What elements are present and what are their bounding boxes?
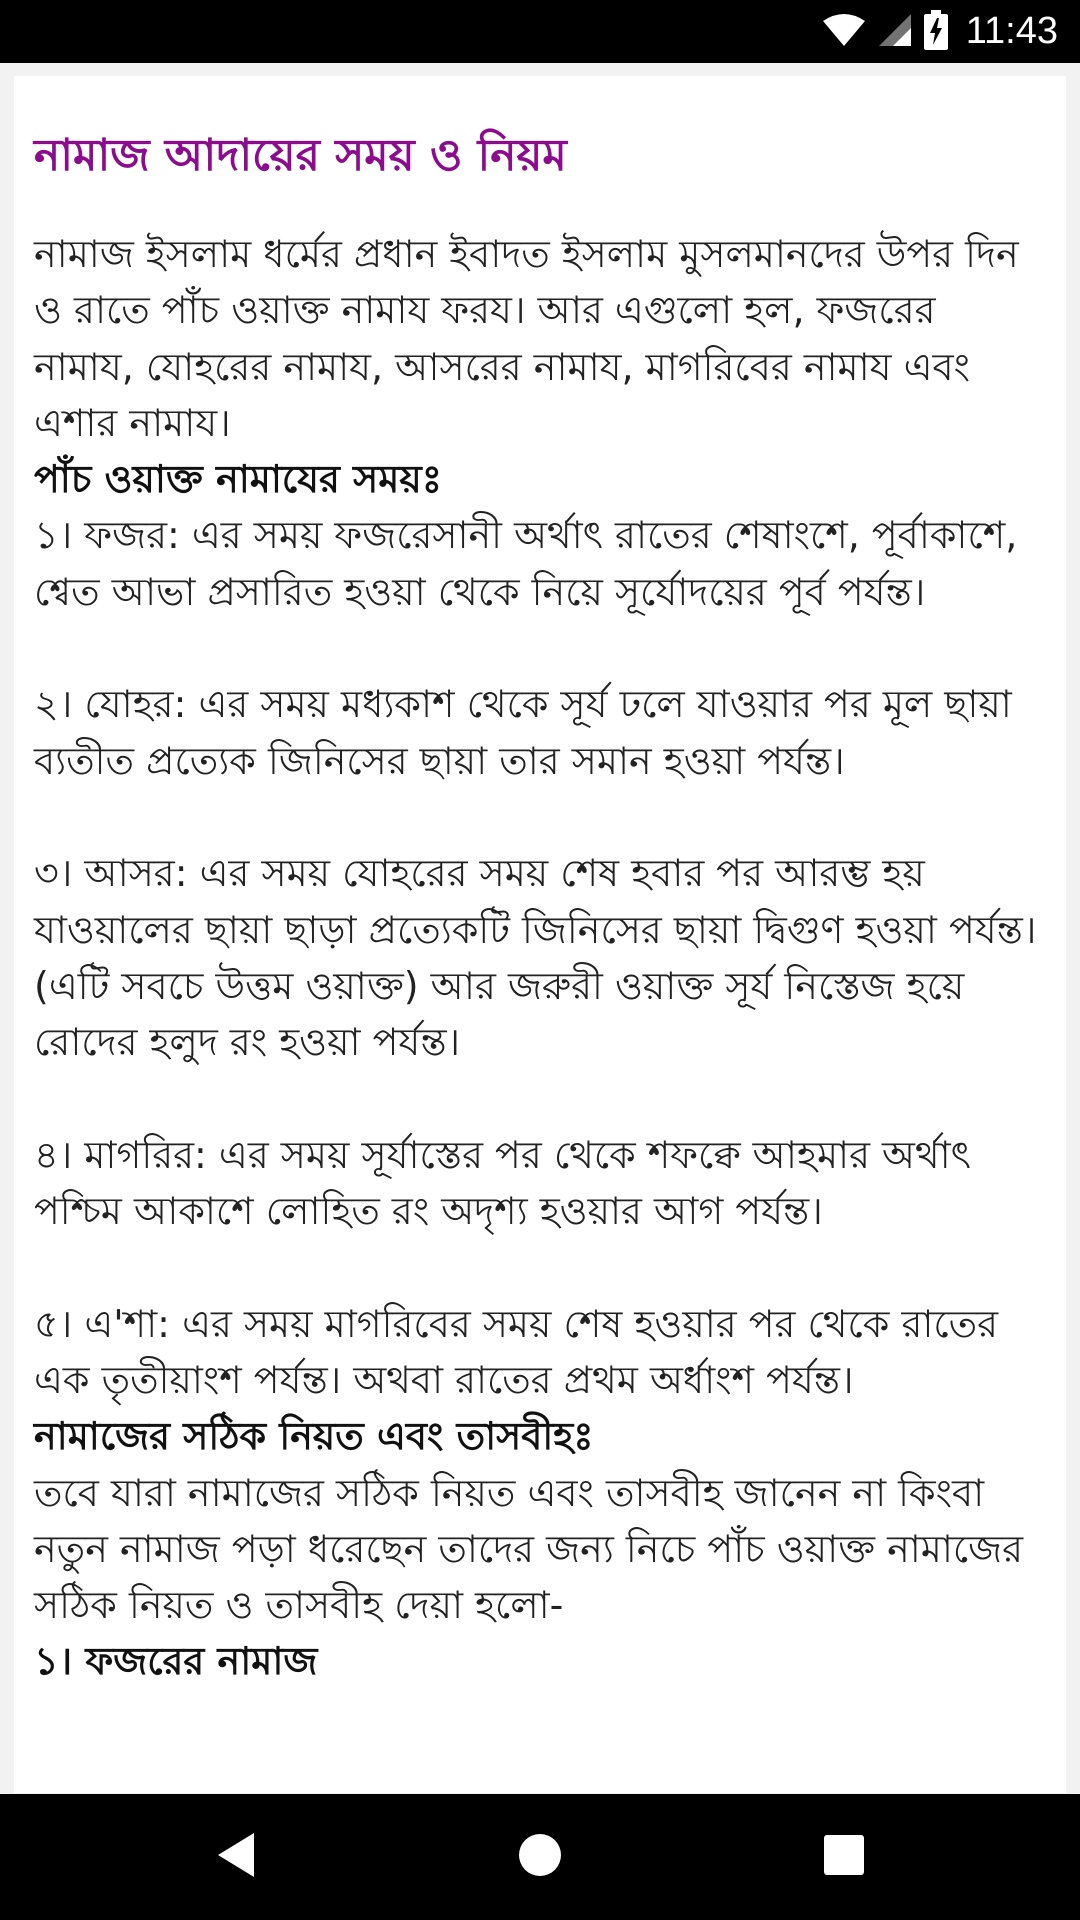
page-title: নামাজ আদায়ের সময় ও নিয়ম: [34, 130, 567, 181]
home-icon: [518, 1833, 562, 1881]
fajr-prayer-heading: ১। ফজরের নামাজ: [34, 1639, 318, 1684]
navigation-bar: [0, 1794, 1080, 1920]
times-heading: পাঁচ ওয়াক্ত নামাযের সময়ঃ: [34, 457, 443, 502]
article-card[interactable]: [14, 76, 1066, 1793]
intro-paragraph: নামাজ ইসলাম ধর্মের প্রধান ইবাদত ইসলাম মুসলমানদের উপর দিন ও রাতে পাঁচ ওয়াক্ত নামায ফরয। আর এগুলো হল, ফজরের নামায, যোহরের নামায, আসরের নামায, মাগরিবের নামায এবং এশার নামায।: [34, 232, 1019, 445]
battery-charging-icon: [924, 10, 948, 54]
asr-time: ৩। আসর: এর সময় যোহরের সময় শেষ হবার পর আরম্ভ হয় যাওয়ালের ছায়া ছাড়া প্রত্যেকটি জিনিসের ছায়া দ্বিগুণ হওয়া পর্যন্ত। (এটি সবচে উত্তম ওয়াক্ত) আর জরুরী ওয়াক্ত সূর্য নিস্তেজ হয়ে রোদের হলুদ রং হওয়া পর্যন্ত।: [34, 851, 1037, 1065]
wifi-icon: [822, 13, 866, 51]
clock: 11:43: [965, 10, 1058, 52]
status-bar: [0, 0, 1080, 63]
isha-time: ৫। এ'শা: এর সময় মাগরিবের সময় শেষ হওয়ার পর থেকে রাতের এক তৃতীয়াংশ পর্যন্ত। অথবা রাতের প্রথম অর্ধাংশ পর্যন্ত।: [34, 1301, 999, 1402]
back-button[interactable]: [176, 1794, 296, 1920]
recents-button[interactable]: [784, 1794, 904, 1920]
recents-icon: [824, 1835, 864, 1879]
home-button[interactable]: [480, 1794, 600, 1920]
article-body: [34, 226, 1046, 1690]
cell-signal-icon: [878, 13, 912, 51]
niyat-paragraph: তবে যারা নামাজের সঠিক নিয়ত এবং তাসবীহ জানেন না কিংবা নতুন নামাজ পড়া ধরেছেন তাদের জন্য নিচে পাঁচ ওয়াক্ত নামাজের সঠিক নিয়ত ও তাসবীহ দেয়া হলো-: [34, 1470, 1024, 1628]
niyat-heading: নামাজের সঠিক নিয়ত এবং তাসবীহঃ: [34, 1414, 594, 1459]
back-icon: [216, 1832, 256, 1882]
maghrib-time: ৪। মাগরির: এর সময় সূর্যাস্তের পর থেকে শফক্বে আহমার অর্থাৎ পশ্চিম আকাশে লোহিত রং অদৃশ্য হওয়ার আগ পর্যন্ত।: [34, 1132, 971, 1234]
status-icons: [822, 0, 1058, 63]
fajr-time: ১। ফজর: এর সময় ফজরেসানী অর্থাৎ রাতের শেষাংশে, পূর্বাকাশে, শ্বেত আভা প্রসারিত হওয়া থেকে নিয়ে সূর্যোদয়ের পূর্ব পর্যন্ত।: [34, 513, 1018, 614]
dhuhr-time: ২। যোহর: এর সময় মধ্যকাশ থেকে সূর্য ঢলে যাওয়ার পর মূল ছায়া ব্যতীত প্রত্যেক জিনিসের ছায়া তার সমান হওয়া পর্যন্ত।: [34, 682, 1012, 783]
